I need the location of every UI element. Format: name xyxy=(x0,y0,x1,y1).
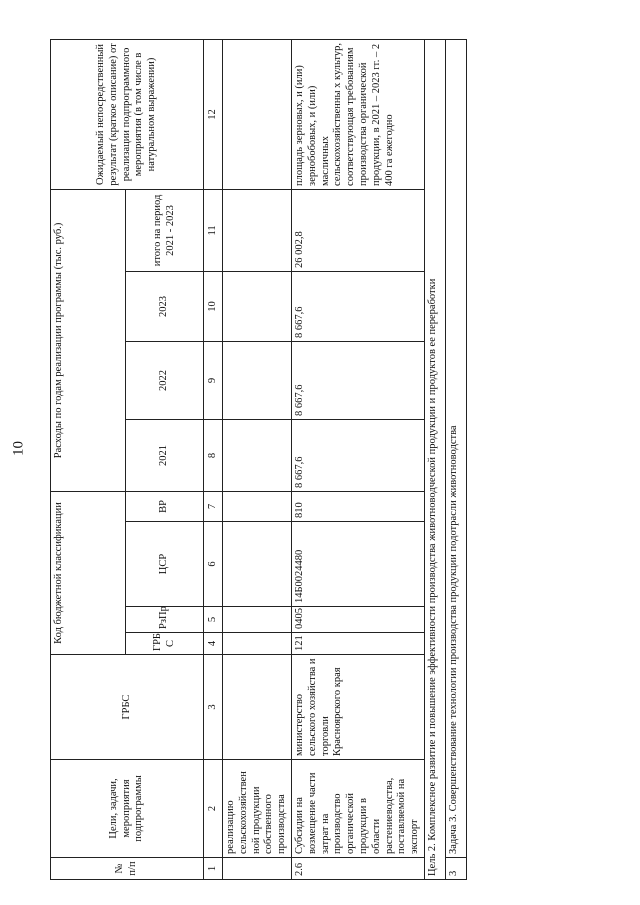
table-row-continuation xyxy=(223,39,292,879)
header-grbs: ГРБС xyxy=(51,655,204,760)
row-result: площадь зерновых, и (или) зернобобовых, и (или) масличных сельскохозяйственны х культур, соответствующая требованиям производства органической продукции, в 2021 – 2023 гг. – 2 400 га ежегодно xyxy=(291,39,424,189)
task-3-text: Задача 3. Совершенствование технологии производства продукции подотрасли животноводства xyxy=(445,39,466,857)
header-grbs-code: ГРБ С xyxy=(126,633,204,655)
col-number: 2 xyxy=(204,760,223,858)
header-goals: Цели, задачи, мероприятия подпрограммы xyxy=(51,760,204,858)
header-no: № п/п xyxy=(51,858,204,880)
header-2021: 2021 xyxy=(126,419,204,491)
col-number: 10 xyxy=(204,271,223,341)
task-number: 3 xyxy=(445,858,466,880)
header-rzpr: РзПр xyxy=(126,607,204,633)
col-number: 7 xyxy=(204,491,223,521)
row-grbs-code: 121 xyxy=(291,633,424,655)
goal-row xyxy=(424,39,445,879)
column-number-row xyxy=(204,39,223,879)
col-number: 12 xyxy=(204,39,223,189)
task-row xyxy=(445,39,466,879)
row-rzpr: 0405 xyxy=(291,607,424,633)
col-number: 6 xyxy=(204,522,223,607)
row-2023: 8 667,6 xyxy=(291,271,424,341)
row-continue-goals: реализацию сельскохозяйствен ной продукции собственного производства xyxy=(223,760,292,858)
page-number: 10 xyxy=(10,441,27,456)
header-csr: ЦСР xyxy=(126,522,204,607)
row-csr: 14Б0024480 xyxy=(291,522,424,607)
col-number: 11 xyxy=(204,189,223,271)
row-2021: 8 667,6 xyxy=(291,419,424,491)
table-row-2-6 xyxy=(291,39,424,879)
header-result: Ожидаемый непосредственный результат (краткое описание) от реализации подпрограммного мероприятия (в том числе в натуральном выражении) xyxy=(51,39,204,189)
goal-2-text: Цель 2. Комплексное развитие и повышение эффективности производства животноводческой продукции и продуктов ее переработки xyxy=(424,39,445,879)
header-budget-code: Код бюджетной классификации xyxy=(51,491,126,654)
row-grbs: министерство сельского хозяйства и торговли Красноярского края xyxy=(291,655,424,760)
rotated-table-area xyxy=(50,40,620,880)
program-table xyxy=(50,39,467,880)
header-row-1 xyxy=(51,39,126,879)
col-number: 1 xyxy=(204,858,223,880)
row-goals: Субсидии на возмещение части затрат на производство органической продукции в области растениеводства, поставляемой на экспорт xyxy=(291,760,424,858)
header-2022: 2022 xyxy=(126,341,204,419)
col-number: 5 xyxy=(204,607,223,633)
col-number: 3 xyxy=(204,655,223,760)
row-vr: 810 xyxy=(291,491,424,521)
header-vr: ВР xyxy=(126,491,204,521)
header-total: итого на период 2021 - 2023 xyxy=(126,189,204,271)
row-number: 2.6 xyxy=(291,858,424,880)
col-number: 9 xyxy=(204,341,223,419)
row-total: 26 002,8 xyxy=(291,189,424,271)
header-2023: 2023 xyxy=(126,271,204,341)
row-2022: 8 667,6 xyxy=(291,341,424,419)
col-number: 4 xyxy=(204,633,223,655)
header-expenses: Расходы по годам реализации программы (тыс. руб.) xyxy=(51,189,126,491)
col-number: 8 xyxy=(204,419,223,491)
